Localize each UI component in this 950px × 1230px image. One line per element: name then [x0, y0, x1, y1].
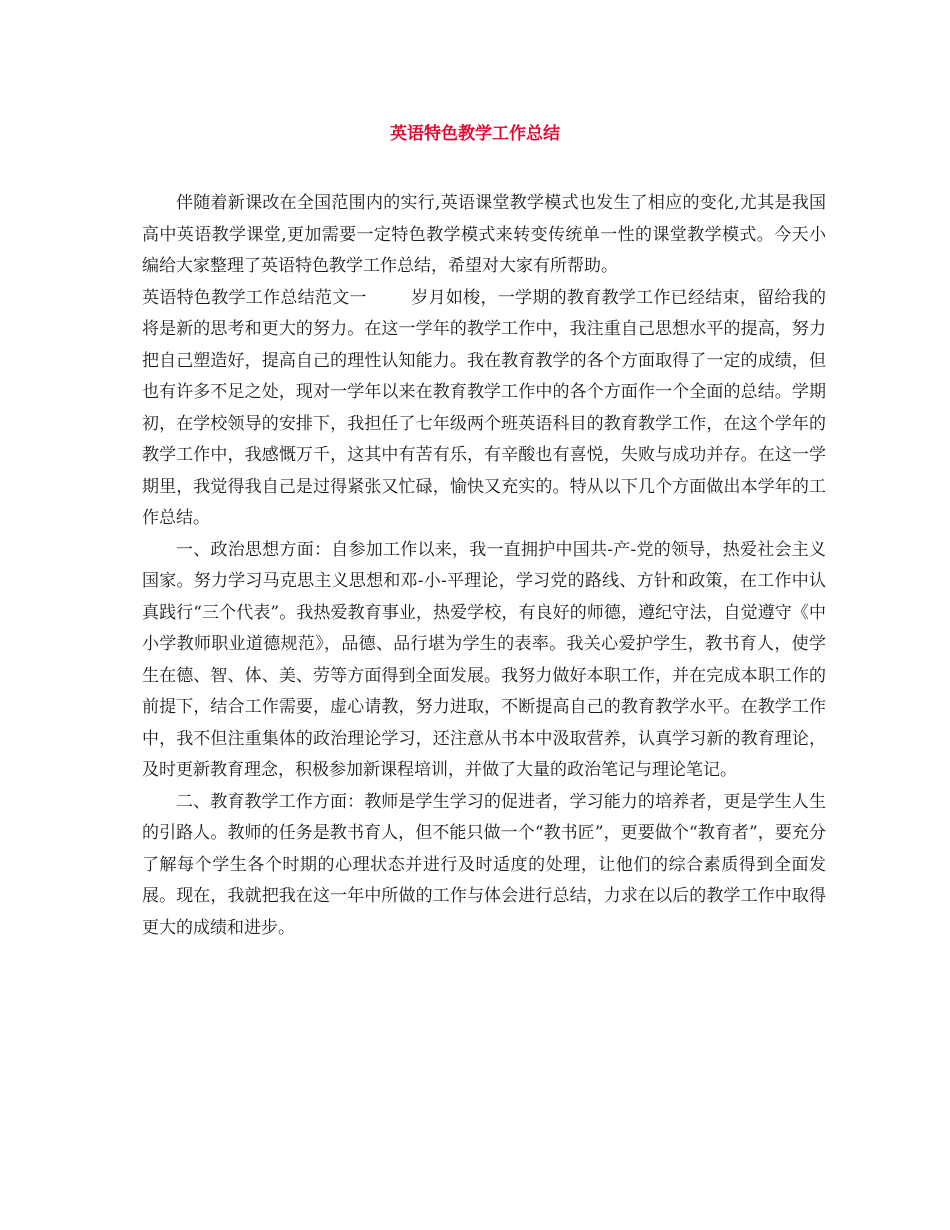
section-2-paragraph: 二、教育教学工作方面：教师是学生学习的促进者，学习能力的培养者，更是学生人生的引路人。教师的任务是教书育人，但不能只做一个“教书匠”，更要做个“教育者”，要充分了解每个学生各个时期的心理状态并进行及时适度的处理，让他们的综合素质得到全面发展。现在，我就把我在这一年中所做的工作与体会进行总结，力求在以后的教学工作中取得更大的成绩和进步。 — [142, 791, 826, 938]
document-body — [142, 188, 826, 944]
sample-paragraph — [142, 283, 826, 535]
document-title: 英语特色教学工作总结 — [390, 124, 560, 144]
sample-body: 岁月如梭，一学期的教育教学工作已经结束，留给我的将是新的思考和更大的努力。在这一学年的教学工作中，我注重自己思想水平的提高，努力把自己塑造好，提高自己的理性认知能力。我在教育教学的各个方面取得了一定的成绩，但也有许多不足之处，现对一学年以来在教育教学工作中的各个方面作一个全面的总结。学期初，在学校领导的安排下，我担任了七年级两个班英语科目的教育教学工作，在这个学年的教学工作中，我感慨万千，这其中有苦有乐，有辛酸也有喜悦，失败与成功并存。在这一学期里，我觉得我自己是过得紧张又忙碌，愉快又充实的。特从以下几个方面做出本学年的工作总结。 — [142, 287, 827, 528]
intro-paragraph: 伴随着新课改在全国范围内的实行,英语课堂教学模式也发生了相应的变化,尤其是我国高中英语教学课堂,更加需要一定特色教学模式来转变传统单一性的课堂教学模式。今天小编给大家整理了英语特色教学工作总结，希望对大家有所帮助。 — [142, 193, 826, 276]
sample-heading: 英语特色教学工作总结范文一 — [142, 287, 367, 308]
section-1-paragraph: 一、政治思想方面：自参加工作以来，我一直拥护中国共-产-党的领导，热爱社会主义国家。努力学习马克思主义思想和邓-小-平理论，学习党的路线、方针和政策，在工作中认真践行“三个代表”。我热爱教育事业，热爱学校，有良好的师德，遵纪守法，自觉遵守《中小学教师职业道德规范》，品德、品行堪为学生的表率。我关心爱护学生，教书育人，使学生在德、智、体、美、劳等方面得到全面发展。我努力做好本职工作，并在完成本职工作的前提下，结合工作需要，虚心请教，努力进取，不断提高自己的教育教学水平。在教学工作中，我不但注重集体的政治理论学习，还注意从书本中汲取营养，认真学习新的教育理论，及时更新教育理念，积极参加新课程培训，并做了大量的政治笔记与理论笔记。 — [142, 539, 826, 780]
